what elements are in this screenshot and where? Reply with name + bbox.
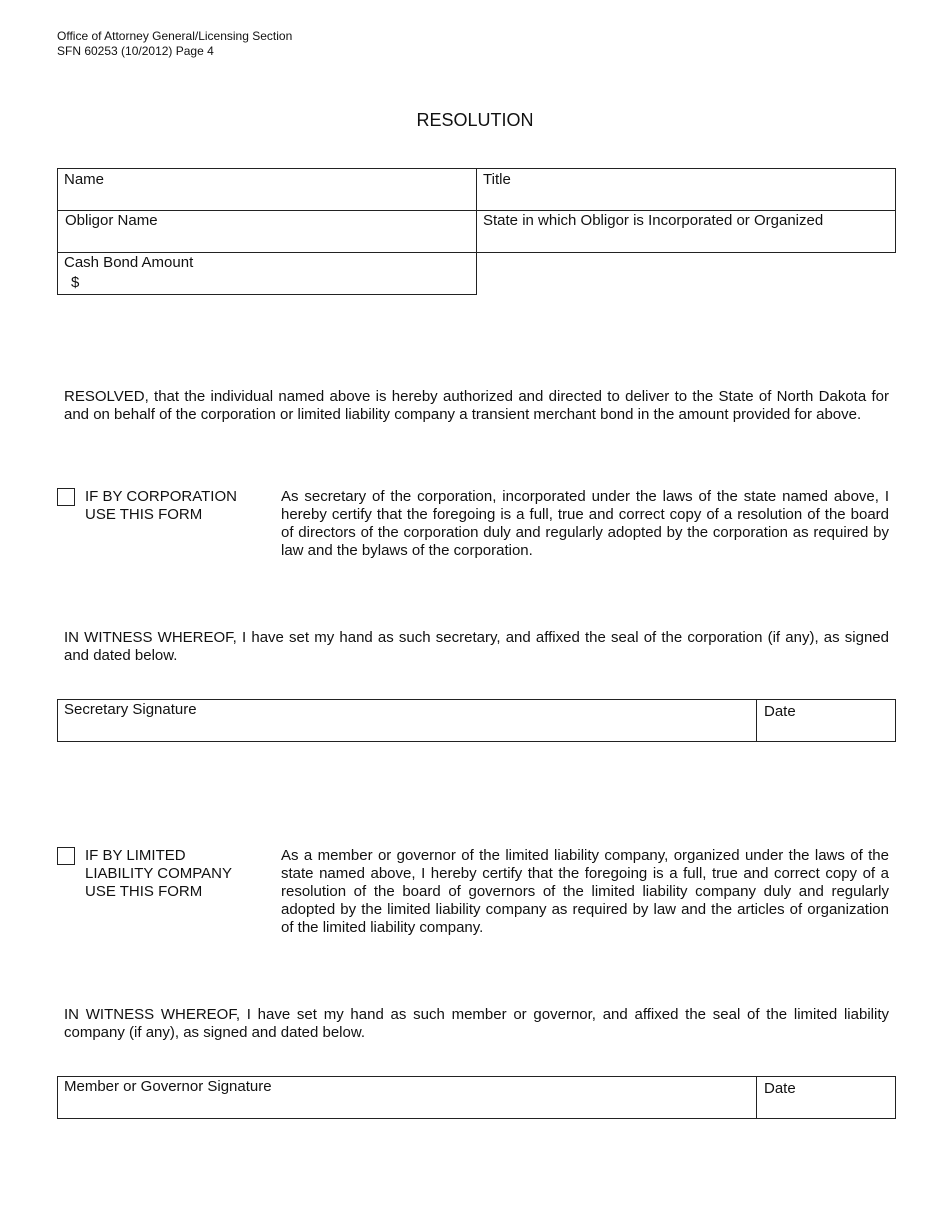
form-number: SFN 60253 (10/2012) Page 4 bbox=[57, 44, 214, 58]
member-signature-label: Member or Governor Signature bbox=[64, 1078, 272, 1095]
secretary-signature-label: Secretary Signature bbox=[64, 701, 197, 718]
obligor-name-field-label: Obligor Name bbox=[65, 212, 158, 229]
name-field[interactable] bbox=[57, 168, 477, 211]
cash-bond-amount-label: Cash Bond Amount bbox=[64, 254, 194, 271]
member-signature-field[interactable] bbox=[57, 1076, 757, 1119]
currency-symbol: $ bbox=[71, 274, 80, 291]
resolved-paragraph: RESOLVED, that the individual named above is hereby authorized and directed to deliver to the State of North Dakota for and on behalf of the corporation or limited liability company a transient merchant bond in the amount provided for above. bbox=[64, 388, 889, 423]
llc-witness-text: IN WITNESS WHEREOF, I have set my hand as such member or governor, and affixed the seal of the limited liability company (if any), as signed and dated below. bbox=[64, 1006, 889, 1041]
llc-option-label: IF BY LIMITED LIABILITY COMPANY USE THIS FORM bbox=[85, 847, 232, 900]
cash-bond-amount-field[interactable] bbox=[57, 252, 477, 295]
corporation-checkbox[interactable] bbox=[57, 488, 75, 506]
office-header: Office of Attorney General/Licensing Section bbox=[57, 29, 293, 43]
member-date-label: Date bbox=[764, 1080, 796, 1097]
state-field-label: State in which Obligor is Incorporated or Organized bbox=[483, 212, 824, 229]
corporation-certification-text: As secretary of the corporation, incorporated under the laws of the state named above, I hereby certify that the foregoing is a full, true and correct copy of a resolution of the board of directors of the corporation duly and regularly adopted by the corporation as required by law and the bylaws of the corporation. bbox=[281, 488, 889, 559]
corporation-witness-text: IN WITNESS WHEREOF, I have set my hand as such secretary, and affixed the seal of the corporation (if any), as signed and dated below. bbox=[64, 629, 889, 664]
secretary-date-field[interactable] bbox=[756, 699, 896, 742]
corporation-option-label: IF BY CORPORATION USE THIS FORM bbox=[85, 488, 237, 523]
secretary-date-label: Date bbox=[764, 703, 796, 720]
state-field[interactable] bbox=[476, 210, 896, 253]
title-field-label: Title bbox=[483, 171, 511, 188]
llc-checkbox[interactable] bbox=[57, 847, 75, 865]
page-title: RESOLUTION bbox=[416, 110, 534, 130]
title-field[interactable] bbox=[476, 168, 896, 211]
member-date-field[interactable] bbox=[756, 1076, 896, 1119]
name-field-label: Name bbox=[64, 171, 105, 188]
llc-certification-text: As a member or governor of the limited liability company, organized under the laws of the state named above, I hereby certify that the foregoing is a full, true and correct copy of a resolution of the board of governors of the limited liability company duly and regularly adopted by the limited liability company as required by law and the articles of organization of the limited liability company. bbox=[281, 847, 889, 936]
obligor-name-field[interactable] bbox=[57, 210, 477, 253]
secretary-signature-field[interactable] bbox=[57, 699, 757, 742]
